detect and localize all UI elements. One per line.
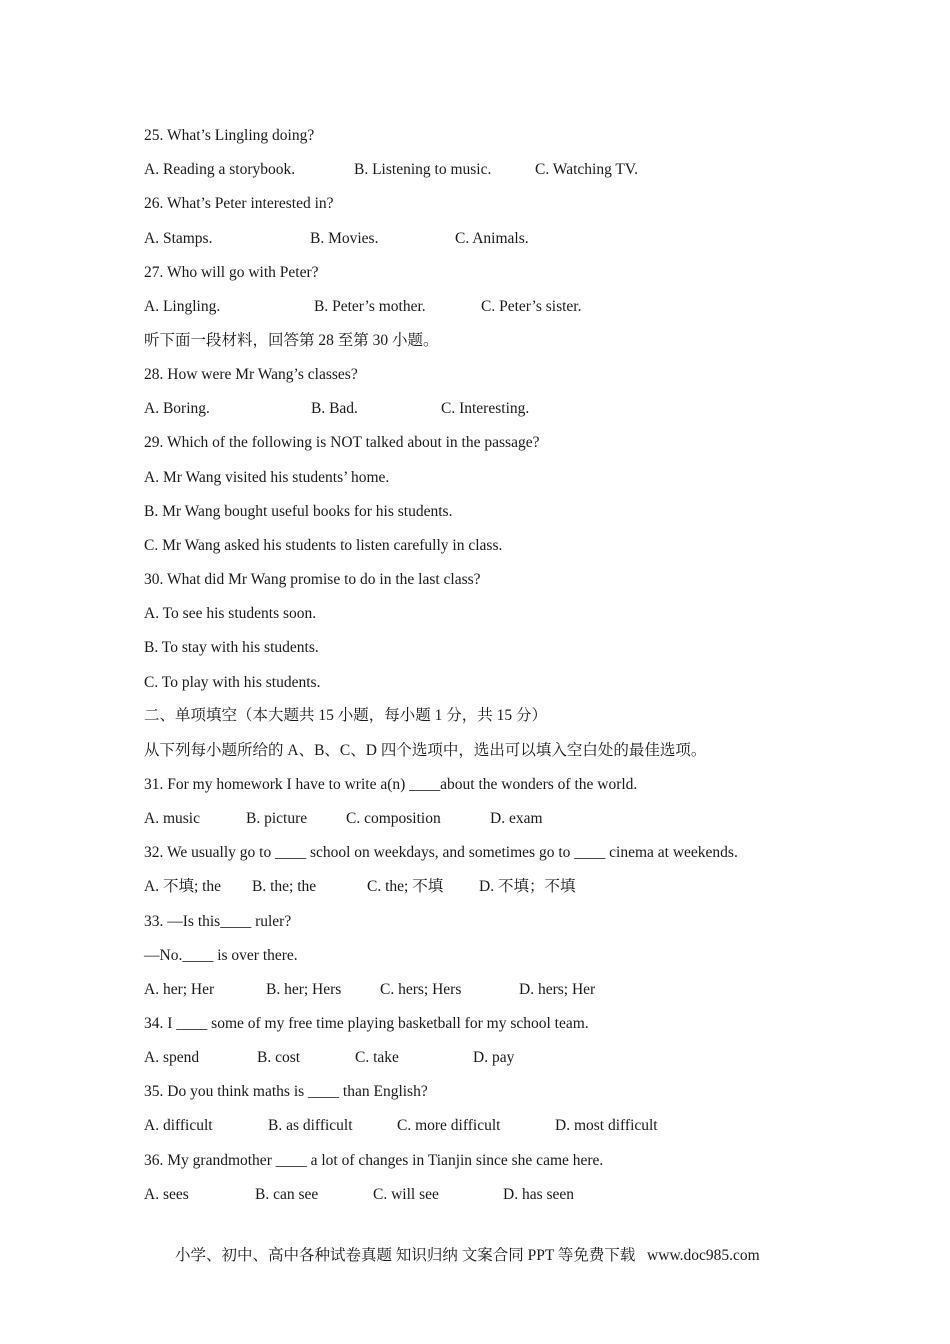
question-25-option-a: A. Reading a storybook.: [144, 161, 296, 178]
question-32-stem: 32. We usually go to ____ school on weekdays, and sometimes go to ____ cinema at weekends.: [144, 844, 738, 861]
question-26-option-c: C. Animals.: [455, 230, 529, 247]
question-32-option-a: A. 不填; the: [144, 878, 222, 895]
listening-instruction: 听下面一段材料，回答第 28 至第 30 小题。: [144, 332, 439, 349]
question-25-option-c: C. Watching TV.: [535, 161, 638, 178]
question-36-option-b: B. can see: [255, 1186, 319, 1203]
question-29-option-b: B. Mr Wang bought useful books for his students.: [144, 503, 453, 520]
question-27-option-c: C. Peter’s sister.: [481, 298, 582, 315]
question-28-option-c: C. Interesting.: [441, 400, 530, 417]
question-33-stem-reply: —No.____ is over there.: [144, 947, 298, 964]
question-36-option-c: C. will see: [373, 1186, 439, 1203]
question-31-option-d: D. exam: [490, 810, 543, 827]
question-28-option-b: B. Bad.: [311, 400, 358, 417]
question-28-option-a: A. Boring.: [144, 400, 210, 417]
question-34-option-a: A. spend: [144, 1049, 200, 1066]
question-27-stem: 27. Who will go with Peter?: [144, 264, 319, 281]
question-31-stem: 31. For my homework I have to write a(n) ____about the wonders of the world.: [144, 776, 638, 793]
question-29-stem: 29. Which of the following is NOT talked about in the passage?: [144, 434, 540, 451]
section-2-instruction: 从下列每小题所给的 A、B、C、D 四个选项中，选出可以填入空白处的最佳选项。: [144, 742, 707, 759]
question-35-option-c: C. more difficult: [397, 1117, 501, 1134]
question-33-option-a: A. her; Her: [144, 981, 215, 998]
question-32-option-b: B. the; the: [252, 878, 317, 895]
question-30-option-b: B. To stay with his students.: [144, 639, 319, 656]
question-35-option-a: A. difficult: [144, 1117, 213, 1134]
question-29-option-c: C. Mr Wang asked his students to listen carefully in class.: [144, 537, 503, 554]
question-35-option-b: B. as difficult: [268, 1117, 353, 1134]
question-30-option-c: C. To play with his students.: [144, 674, 321, 691]
question-26-stem: 26. What’s Peter interested in?: [144, 195, 334, 212]
question-33-option-b: B. her; Hers: [266, 981, 342, 998]
question-31-option-b: B. picture: [246, 810, 308, 827]
question-25-option-b: B. Listening to music.: [354, 161, 492, 178]
question-33-stem: 33. —Is this____ ruler?: [144, 913, 292, 930]
question-34-option-c: C. take: [355, 1049, 399, 1066]
question-30-option-a: A. To see his students soon.: [144, 605, 317, 622]
question-31-option-c: C. composition: [346, 810, 441, 827]
question-27-option-a: A. Lingling.: [144, 298, 221, 315]
page-footer: 小学、初中、高中各种试卷真题 知识归纳 文案合同 PPT 等免费下载 www.doc985.com: [175, 1247, 760, 1264]
question-31-option-a: A. music: [144, 810, 200, 827]
question-36-option-d: D. has seen: [503, 1186, 575, 1203]
question-26-option-b: B. Movies.: [310, 230, 379, 247]
question-25-stem: 25. What’s Lingling doing?: [144, 127, 315, 144]
question-27-option-b: B. Peter’s mother.: [314, 298, 426, 315]
question-29-option-a: A. Mr Wang visited his students’ home.: [144, 469, 390, 486]
question-34-option-d: D. pay: [473, 1049, 515, 1066]
question-30-stem: 30. What did Mr Wang promise to do in the last class?: [144, 571, 481, 588]
question-34-option-b: B. cost: [257, 1049, 301, 1066]
question-33-option-d: D. hers; Her: [519, 981, 596, 998]
question-35-stem: 35. Do you think maths is ____ than English?: [144, 1083, 428, 1100]
question-33-option-c: C. hers; Hers: [380, 981, 462, 998]
question-28-stem: 28. How were Mr Wang’s classes?: [144, 366, 358, 383]
question-26-option-a: A. Stamps.: [144, 230, 213, 247]
question-34-stem: 34. I ____ some of my free time playing basketball for my school team.: [144, 1015, 589, 1032]
section-2-title: 二、单项填空（本大题共 15 小题，每小题 1 分，共 15 分）: [144, 707, 548, 724]
question-32-option-d: D. 不填；不填: [479, 878, 576, 895]
question-35-option-d: D. most difficult: [555, 1117, 658, 1134]
question-32-option-c: C. the; 不填: [367, 878, 444, 895]
question-36-stem: 36. My grandmother ____ a lot of changes in Tianjin since she came here.: [144, 1152, 604, 1169]
question-36-option-a: A. sees: [144, 1186, 189, 1203]
